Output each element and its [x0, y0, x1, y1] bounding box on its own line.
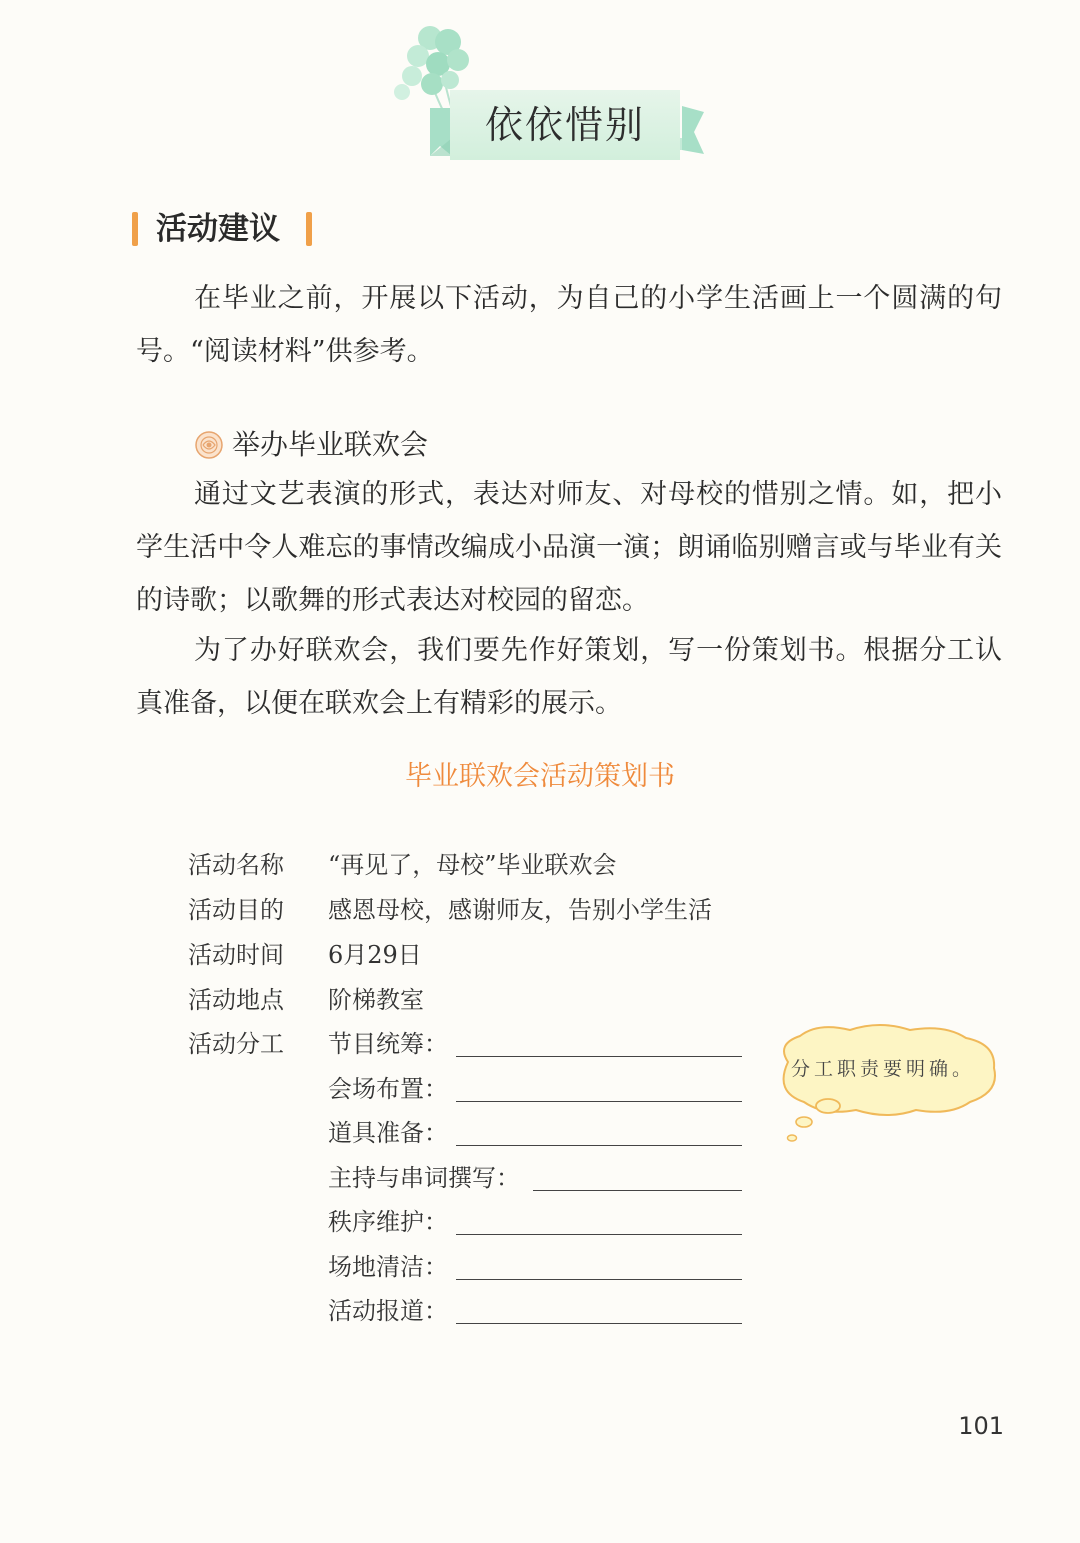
activity-paragraph-1: 通过文艺表演的形式，表达对师友、对母校的惜别之情。如，把小学生活中令人难忘的事情改编成小品演一演；朗诵临别赠言或与毕业有关的诗歌；以歌舞的形式表达对校园的留恋。	[136, 479, 1002, 616]
activity-paragraph-2: 为了办好联欢会，我们要先作好策划，写一份策划书。根据分工认真准备，以便在联欢会上有精彩的展示。	[136, 635, 1002, 719]
duty-label: 主持与串词撰写：	[328, 1164, 520, 1192]
section-title: 活动建议	[156, 211, 280, 247]
duty-blank-line[interactable]	[533, 1190, 742, 1191]
page-title: 依依惜别	[484, 103, 645, 147]
duty-label: 活动报道：	[328, 1297, 448, 1325]
plan-value: 6月29日	[328, 941, 422, 969]
duty-blank-line[interactable]	[456, 1056, 742, 1057]
duty-label: 节目统筹：	[328, 1030, 448, 1058]
plan-title: 毕业联欢会活动策划书	[405, 761, 675, 792]
plan-value: 感恩母校，感谢师友，告别小学生活	[328, 896, 712, 924]
duty-blank-line[interactable]	[456, 1279, 742, 1280]
duty-label: 秩序维护：	[328, 1208, 448, 1236]
plan-label: 活动目的	[188, 896, 284, 924]
right-accent-bar	[306, 212, 312, 246]
intro-paragraph: 在毕业之前，开展以下活动，为自己的小学生活画上一个圆满的句号。“阅读材料”供参考。	[136, 283, 1002, 367]
duty-label: 道具准备：	[328, 1119, 448, 1147]
bubble-text: 分工职责要明确。	[790, 1058, 975, 1080]
duty-blank-line[interactable]	[456, 1323, 742, 1324]
duty-label: 会场布置：	[328, 1075, 448, 1103]
plan-label: 活动时间	[188, 941, 284, 969]
duty-blank-line[interactable]	[456, 1145, 742, 1146]
duty-blank-line[interactable]	[456, 1101, 742, 1102]
left-accent-bar	[132, 212, 138, 246]
duty-label: 场地清洁：	[328, 1253, 448, 1281]
activity-heading-text: 举办毕业联欢会	[232, 428, 429, 461]
duty-blank-line[interactable]	[456, 1234, 742, 1235]
plan-label: 活动名称	[188, 851, 284, 879]
plan-value: “再见了，母校”毕业联欢会	[328, 851, 617, 879]
plan-label: 活动分工	[188, 1030, 284, 1058]
flower-icon	[194, 430, 224, 460]
plan-label: 活动地点	[188, 986, 284, 1014]
title-banner	[390, 20, 710, 170]
page-number: 101	[958, 1412, 1004, 1440]
plan-value: 阶梯教室	[328, 986, 424, 1014]
